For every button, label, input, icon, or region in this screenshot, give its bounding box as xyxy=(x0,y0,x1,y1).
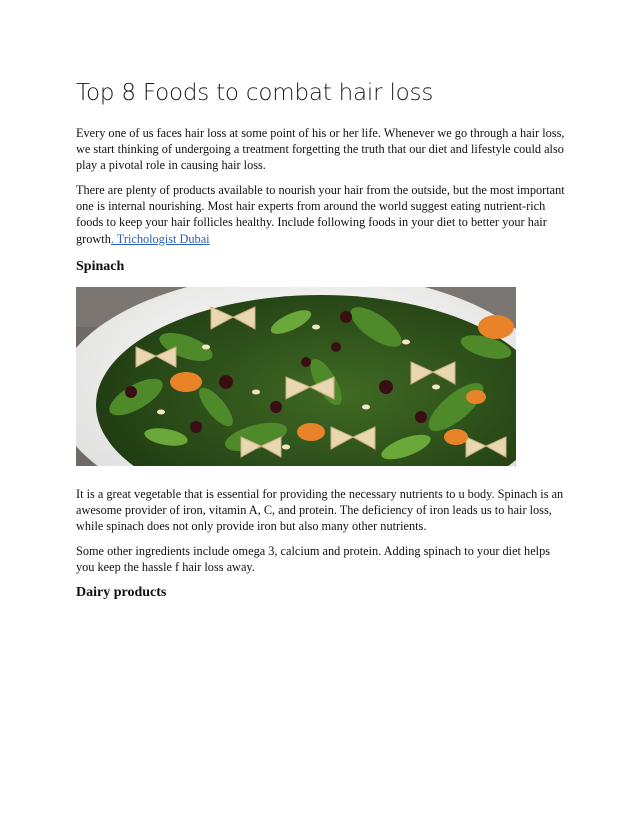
spinach-paragraph-1: It is a great vegetable that is essential for providing the necessary nutrients to u body. Spinach is an awesome provider of iron, vitamin A, C, and protein. The deficiency of iron leads us to hair loss, while spinach does not only provide iron but also many other nutrients. xyxy=(76,487,564,534)
spinach-salad-image xyxy=(76,287,516,466)
intro-paragraph: Every one of us faces hair loss at some point of his or her life. Whenever we go through a hair loss, we start thinking of undergoing a treatment forgetting the truth that our diet and lifestyle could also play a pivotal role in causing hair loss. xyxy=(76,126,565,173)
spinach-paragraph-2: Some other ingredients include omega 3, calcium and protein. Adding spinach to your diet helps you keep the hassle f hair loss away. xyxy=(76,544,551,575)
products-paragraph xyxy=(76,182,566,247)
spinach-heading: Spinach xyxy=(76,259,125,274)
trichologist-dubai-link[interactable]: . Trichologist Dubai xyxy=(110,231,210,246)
dairy-heading: Dairy products xyxy=(76,585,167,600)
products-paragraph-text: There are plenty of products available to nourish your hair from the outside, but the most important one is internal nourishing. Most hair experts from around the world suggest eating nutrient-rich foods to keep your hair follicles healthy. Include following foods in your diet to better your hair growth xyxy=(76,183,565,246)
page-title: Top 8 Foods to combat hair loss xyxy=(76,80,434,106)
